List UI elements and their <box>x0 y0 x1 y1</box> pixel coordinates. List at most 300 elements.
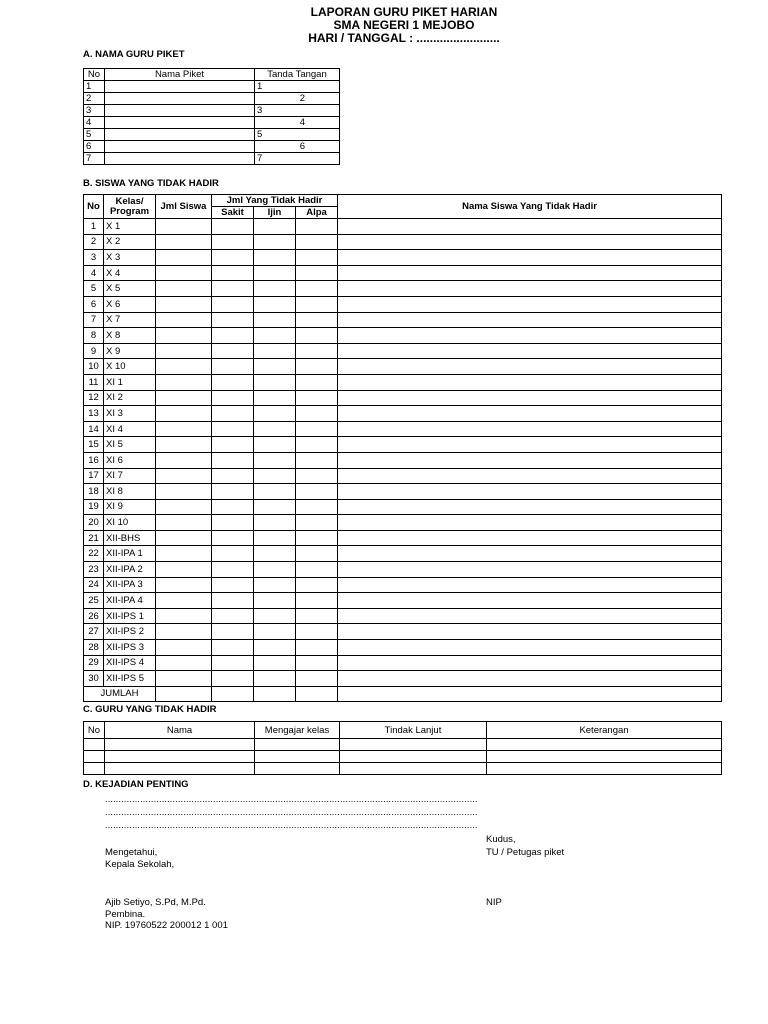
sakit-cell <box>212 219 254 235</box>
row-no: 30 <box>84 671 104 687</box>
keterangan-cell <box>487 763 722 775</box>
sakit-cell <box>212 234 254 250</box>
sakit-cell <box>212 296 254 312</box>
header-no: No <box>84 195 104 219</box>
row-no: 11 <box>84 374 104 390</box>
siswa-row <box>84 624 722 640</box>
guru-piket-row <box>84 153 340 165</box>
sakit-cell <box>212 562 254 578</box>
alpa-cell <box>296 421 338 437</box>
kelas-cell: X 10 <box>104 359 156 375</box>
guru-piket-table <box>83 68 340 165</box>
nama-cell <box>105 751 255 763</box>
sakit-cell <box>212 546 254 562</box>
row-no: 23 <box>84 562 104 578</box>
header-ijin: Ijin <box>254 207 296 219</box>
row-no: 6 <box>84 141 105 153</box>
sakit-cell <box>212 374 254 390</box>
school-name: SMA NEGERI 1 MEJOBO <box>333 18 475 32</box>
jml-siswa-cell <box>156 484 212 500</box>
signature-principal-name: Ajib Setiyo, S.Pd, M.Pd. <box>105 897 206 908</box>
jml-siswa-cell <box>156 250 212 266</box>
mengajar-kelas-cell <box>255 739 340 751</box>
alpa-cell <box>296 593 338 609</box>
header-sakit: Sakit <box>212 207 254 219</box>
siswa-row <box>84 437 722 453</box>
siswa-row <box>84 250 722 266</box>
row-no: 15 <box>84 437 104 453</box>
header-jml-tidak-hadir: Jml Yang Tidak Hadir <box>212 195 338 207</box>
nama-piket-cell <box>105 93 255 105</box>
header-jml-siswa: Jml Siswa <box>156 195 212 219</box>
alpa-cell <box>296 515 338 531</box>
alpa-cell <box>296 390 338 406</box>
siswa-row <box>84 421 722 437</box>
siswa-row <box>84 671 722 687</box>
row-no: 28 <box>84 640 104 656</box>
kejadian-line-1: .......................................................................................................................................... <box>105 794 478 804</box>
ijin-cell <box>254 281 296 297</box>
row-no: 9 <box>84 343 104 359</box>
ijin-cell <box>254 530 296 546</box>
alpa-total <box>296 686 338 701</box>
jml-siswa-cell <box>156 265 212 281</box>
sakit-cell <box>212 343 254 359</box>
header-tindak-lanjut: Tindak Lanjut <box>340 722 487 739</box>
kelas-cell: XII-IPA 3 <box>104 577 156 593</box>
report-title: LAPORAN GURU PIKET HARIAN <box>310 5 498 19</box>
jml-siswa-cell <box>156 390 212 406</box>
alpa-cell <box>296 265 338 281</box>
alpa-cell <box>296 499 338 515</box>
kelas-cell: X 1 <box>104 219 156 235</box>
kelas-cell: XI 10 <box>104 515 156 531</box>
nama-siswa-cell <box>338 281 722 297</box>
row-no: 25 <box>84 593 104 609</box>
no-cell <box>84 739 105 751</box>
tindak-lanjut-cell <box>340 739 487 751</box>
nama-piket-cell <box>105 153 255 165</box>
nama-siswa-cell <box>338 608 722 624</box>
nama-siswa-cell <box>338 421 722 437</box>
siswa-row <box>84 328 722 344</box>
kelas-cell: XII-BHS <box>104 530 156 546</box>
kelas-cell: XII-IPA 4 <box>104 593 156 609</box>
date-line: HARI / TANGGAL : ......................... <box>308 31 500 45</box>
siswa-row <box>84 312 722 328</box>
nama-siswa-cell <box>338 359 722 375</box>
guru-piket-row <box>84 105 340 117</box>
siswa-row <box>84 655 722 671</box>
nama-cell <box>105 763 255 775</box>
row-no: 12 <box>84 390 104 406</box>
ijin-cell <box>254 484 296 500</box>
siswa-row <box>84 468 722 484</box>
alpa-cell <box>296 640 338 656</box>
alpa-cell <box>296 234 338 250</box>
ijin-cell <box>254 452 296 468</box>
nama-siswa-cell <box>338 624 722 640</box>
jml-siswa-cell <box>156 608 212 624</box>
nama-cell <box>105 739 255 751</box>
kelas-cell: XI 9 <box>104 499 156 515</box>
kelas-cell: XII-IPS 2 <box>104 624 156 640</box>
jml-siswa-total <box>156 686 212 701</box>
kelas-cell: X 2 <box>104 234 156 250</box>
nama-siswa-cell <box>338 577 722 593</box>
siswa-row <box>84 546 722 562</box>
kelas-cell: X 5 <box>104 281 156 297</box>
ijin-cell <box>254 671 296 687</box>
tanda-tangan-cell: 3 <box>255 105 340 117</box>
sakit-total <box>212 686 254 701</box>
jml-siswa-cell <box>156 219 212 235</box>
nama-piket-cell <box>105 81 255 93</box>
siswa-row <box>84 530 722 546</box>
tanda-tangan-cell: 4 <box>255 117 340 129</box>
sakit-cell <box>212 671 254 687</box>
tanda-tangan-cell: 1 <box>255 81 340 93</box>
siswa-row <box>84 452 722 468</box>
jml-siswa-cell <box>156 328 212 344</box>
kelas-cell: XII-IPS 5 <box>104 671 156 687</box>
no-cell <box>84 751 105 763</box>
tanda-tangan-cell: 7 <box>255 153 340 165</box>
header-keterangan: Keterangan <box>487 722 722 739</box>
siswa-tidak-hadir-table <box>83 194 722 702</box>
alpa-cell <box>296 546 338 562</box>
kelas-cell: XII-IPS 4 <box>104 655 156 671</box>
header-mengajar-kelas: Mengajar kelas <box>255 722 340 739</box>
row-no: 5 <box>84 281 104 297</box>
header-kelas-program <box>104 195 156 219</box>
siswa-row <box>84 343 722 359</box>
alpa-cell <box>296 406 338 422</box>
sakit-cell <box>212 328 254 344</box>
alpa-cell <box>296 281 338 297</box>
guru-tidak-hadir-row <box>84 751 722 763</box>
alpa-cell <box>296 452 338 468</box>
nama-siswa-cell <box>338 296 722 312</box>
jml-siswa-cell <box>156 234 212 250</box>
nama-siswa-cell <box>338 640 722 656</box>
row-no: 3 <box>84 250 104 266</box>
kelas-cell: XI 6 <box>104 452 156 468</box>
mengajar-kelas-cell <box>255 763 340 775</box>
tanda-tangan-cell: 5 <box>255 129 340 141</box>
row-no: 18 <box>84 484 104 500</box>
row-no: 6 <box>84 296 104 312</box>
signature-principal-nip: NIP. 19760522 200012 1 001 <box>105 920 228 931</box>
row-no: 1 <box>84 219 104 235</box>
guru-piket-row <box>84 81 340 93</box>
sakit-cell <box>212 452 254 468</box>
alpa-cell <box>296 312 338 328</box>
jml-siswa-cell <box>156 452 212 468</box>
section-d-title: D. KEJADIAN PENTING <box>83 779 189 790</box>
ijin-cell <box>254 250 296 266</box>
sakit-cell <box>212 390 254 406</box>
alpa-cell <box>296 437 338 453</box>
siswa-row <box>84 562 722 578</box>
kelas-cell: X 9 <box>104 343 156 359</box>
row-no: 22 <box>84 546 104 562</box>
row-no: 3 <box>84 105 105 117</box>
siswa-row <box>84 374 722 390</box>
jml-siswa-cell <box>156 468 212 484</box>
kelas-cell: X 7 <box>104 312 156 328</box>
row-no: 19 <box>84 499 104 515</box>
ijin-cell <box>254 265 296 281</box>
row-no: 13 <box>84 406 104 422</box>
jml-siswa-cell <box>156 281 212 297</box>
kelas-cell: X 6 <box>104 296 156 312</box>
ijin-cell <box>254 515 296 531</box>
nama-siswa-cell <box>338 530 722 546</box>
siswa-row <box>84 265 722 281</box>
ijin-cell <box>254 234 296 250</box>
alpa-cell <box>296 250 338 266</box>
ijin-cell <box>254 624 296 640</box>
header-alpa: Alpa <box>296 207 338 219</box>
nama-siswa-cell <box>338 562 722 578</box>
tanda-tangan-cell: 6 <box>255 141 340 153</box>
siswa-row <box>84 359 722 375</box>
sakit-cell <box>212 515 254 531</box>
siswa-row <box>84 577 722 593</box>
keterangan-cell <box>487 751 722 763</box>
header-nama-siswa: Nama Siswa Yang Tidak Hadir <box>338 195 722 219</box>
jml-siswa-cell <box>156 593 212 609</box>
alpa-cell <box>296 219 338 235</box>
nama-siswa-cell <box>338 328 722 344</box>
nama-siswa-cell <box>338 515 722 531</box>
ijin-cell <box>254 468 296 484</box>
kelas-cell: X 3 <box>104 250 156 266</box>
jml-siswa-cell <box>156 421 212 437</box>
kejadian-line-2: .......................................................................................................................................... <box>105 807 478 817</box>
guru-piket-header-row <box>84 69 340 81</box>
header-nama-piket: Nama Piket <box>105 69 255 81</box>
row-no: 10 <box>84 359 104 375</box>
siswa-row <box>84 593 722 609</box>
jml-siswa-cell <box>156 671 212 687</box>
row-no: 8 <box>84 328 104 344</box>
nama-siswa-cell <box>338 468 722 484</box>
row-no: 16 <box>84 452 104 468</box>
nama-piket-cell <box>105 129 255 141</box>
jml-siswa-cell <box>156 562 212 578</box>
nama-siswa-total <box>338 686 722 701</box>
nama-siswa-cell <box>338 671 722 687</box>
ijin-cell <box>254 296 296 312</box>
sakit-cell <box>212 406 254 422</box>
nama-siswa-cell <box>338 265 722 281</box>
guru-piket-row <box>84 141 340 153</box>
nama-siswa-cell <box>338 250 722 266</box>
ijin-cell <box>254 640 296 656</box>
siswa-row <box>84 640 722 656</box>
alpa-cell <box>296 484 338 500</box>
ijin-cell <box>254 546 296 562</box>
sakit-cell <box>212 421 254 437</box>
ijin-cell <box>254 219 296 235</box>
nama-siswa-cell <box>338 484 722 500</box>
nama-siswa-cell <box>338 312 722 328</box>
header-tanda-tangan: Tanda Tangan <box>255 69 340 81</box>
nama-siswa-cell <box>338 234 722 250</box>
alpa-cell <box>296 562 338 578</box>
guru-tidak-hadir-row <box>84 763 722 775</box>
kelas-cell: XII-IPA 2 <box>104 562 156 578</box>
nama-piket-cell <box>105 117 255 129</box>
jml-siswa-cell <box>156 296 212 312</box>
nama-siswa-cell <box>338 452 722 468</box>
sakit-cell <box>212 484 254 500</box>
nama-siswa-cell <box>338 406 722 422</box>
header-kelas-line1: Kelas/ <box>115 195 144 207</box>
row-no: 29 <box>84 655 104 671</box>
jml-siswa-cell <box>156 437 212 453</box>
ijin-cell <box>254 359 296 375</box>
nama-siswa-cell <box>338 219 722 235</box>
ijin-cell <box>254 374 296 390</box>
jml-siswa-cell <box>156 499 212 515</box>
row-no: 21 <box>84 530 104 546</box>
alpa-cell <box>296 530 338 546</box>
sakit-cell <box>212 468 254 484</box>
section-b-title: B. SISWA YANG TIDAK HADIR <box>83 178 219 189</box>
mengajar-kelas-cell <box>255 751 340 763</box>
row-no: 7 <box>84 153 105 165</box>
row-no: 5 <box>84 129 105 141</box>
siswa-row <box>84 484 722 500</box>
kelas-cell: XI 8 <box>104 484 156 500</box>
row-no: 4 <box>84 117 105 129</box>
kelas-cell: XII-IPA 1 <box>104 546 156 562</box>
row-no: 27 <box>84 624 104 640</box>
guru-tidak-hadir-row <box>84 739 722 751</box>
nama-siswa-cell <box>338 343 722 359</box>
row-no: 20 <box>84 515 104 531</box>
sakit-cell <box>212 312 254 328</box>
row-no: 1 <box>84 81 105 93</box>
section-c-title: C. GURU YANG TIDAK HADIR <box>83 704 217 715</box>
alpa-cell <box>296 328 338 344</box>
sakit-cell <box>212 593 254 609</box>
jml-siswa-cell <box>156 624 212 640</box>
sakit-cell <box>212 624 254 640</box>
signature-mengetahui: Mengetahui, <box>105 847 158 858</box>
guru-tidak-hadir-header-row <box>84 722 722 739</box>
signature-principal-rank: Pembina. <box>105 909 146 920</box>
signature-petugas-nip: NIP <box>486 897 502 908</box>
kelas-cell: XI 5 <box>104 437 156 453</box>
alpa-cell <box>296 296 338 312</box>
nama-piket-cell <box>105 105 255 117</box>
sakit-cell <box>212 265 254 281</box>
kelas-cell: XI 3 <box>104 406 156 422</box>
sakit-cell <box>212 608 254 624</box>
header-no: No <box>84 722 105 739</box>
sakit-cell <box>212 655 254 671</box>
no-cell <box>84 763 105 775</box>
nama-siswa-cell <box>338 437 722 453</box>
kelas-cell: XII-IPS 3 <box>104 640 156 656</box>
row-no: 24 <box>84 577 104 593</box>
ijin-cell <box>254 312 296 328</box>
tanda-tangan-cell: 2 <box>255 93 340 105</box>
jumlah-row <box>84 686 722 701</box>
header-kelas-line2: Program <box>109 205 150 217</box>
siswa-row <box>84 281 722 297</box>
guru-tidak-hadir-table <box>83 721 722 775</box>
sakit-cell <box>212 640 254 656</box>
jml-siswa-cell <box>156 374 212 390</box>
row-no: 2 <box>84 93 105 105</box>
jml-siswa-cell <box>156 515 212 531</box>
siswa-row <box>84 219 722 235</box>
alpa-cell <box>296 577 338 593</box>
sakit-cell <box>212 437 254 453</box>
nama-siswa-cell <box>338 593 722 609</box>
jml-siswa-cell <box>156 359 212 375</box>
jml-siswa-cell <box>156 530 212 546</box>
nama-siswa-cell <box>338 655 722 671</box>
header-no: No <box>84 69 105 81</box>
row-no: 17 <box>84 468 104 484</box>
row-no: 4 <box>84 265 104 281</box>
kejadian-line-3: .......................................................................................................................................... <box>105 820 478 830</box>
ijin-cell <box>254 608 296 624</box>
ijin-cell <box>254 406 296 422</box>
tindak-lanjut-cell <box>340 763 487 775</box>
ijin-cell <box>254 655 296 671</box>
alpa-cell <box>296 374 338 390</box>
signature-petugas-role: TU / Petugas piket <box>486 847 565 858</box>
jml-siswa-cell <box>156 546 212 562</box>
ijin-total <box>254 686 296 701</box>
row-no: 14 <box>84 421 104 437</box>
jml-siswa-cell <box>156 577 212 593</box>
ijin-cell <box>254 328 296 344</box>
ijin-cell <box>254 577 296 593</box>
kelas-cell: X 8 <box>104 328 156 344</box>
kelas-cell: XII-IPS 1 <box>104 608 156 624</box>
nama-piket-cell <box>105 141 255 153</box>
ijin-cell <box>254 437 296 453</box>
siswa-row <box>84 234 722 250</box>
signature-kepala-sekolah: Kepala Sekolah, <box>105 859 175 870</box>
jml-siswa-cell <box>156 406 212 422</box>
alpa-cell <box>296 359 338 375</box>
siswa-row <box>84 406 722 422</box>
nama-siswa-cell <box>338 499 722 515</box>
siswa-row <box>84 608 722 624</box>
guru-piket-row <box>84 93 340 105</box>
jml-siswa-cell <box>156 640 212 656</box>
jml-siswa-cell <box>156 655 212 671</box>
siswa-row <box>84 296 722 312</box>
row-no: 7 <box>84 312 104 328</box>
tindak-lanjut-cell <box>340 751 487 763</box>
sakit-cell <box>212 577 254 593</box>
keterangan-cell <box>487 739 722 751</box>
alpa-cell <box>296 655 338 671</box>
alpa-cell <box>296 608 338 624</box>
sakit-cell <box>212 250 254 266</box>
nama-siswa-cell <box>338 374 722 390</box>
